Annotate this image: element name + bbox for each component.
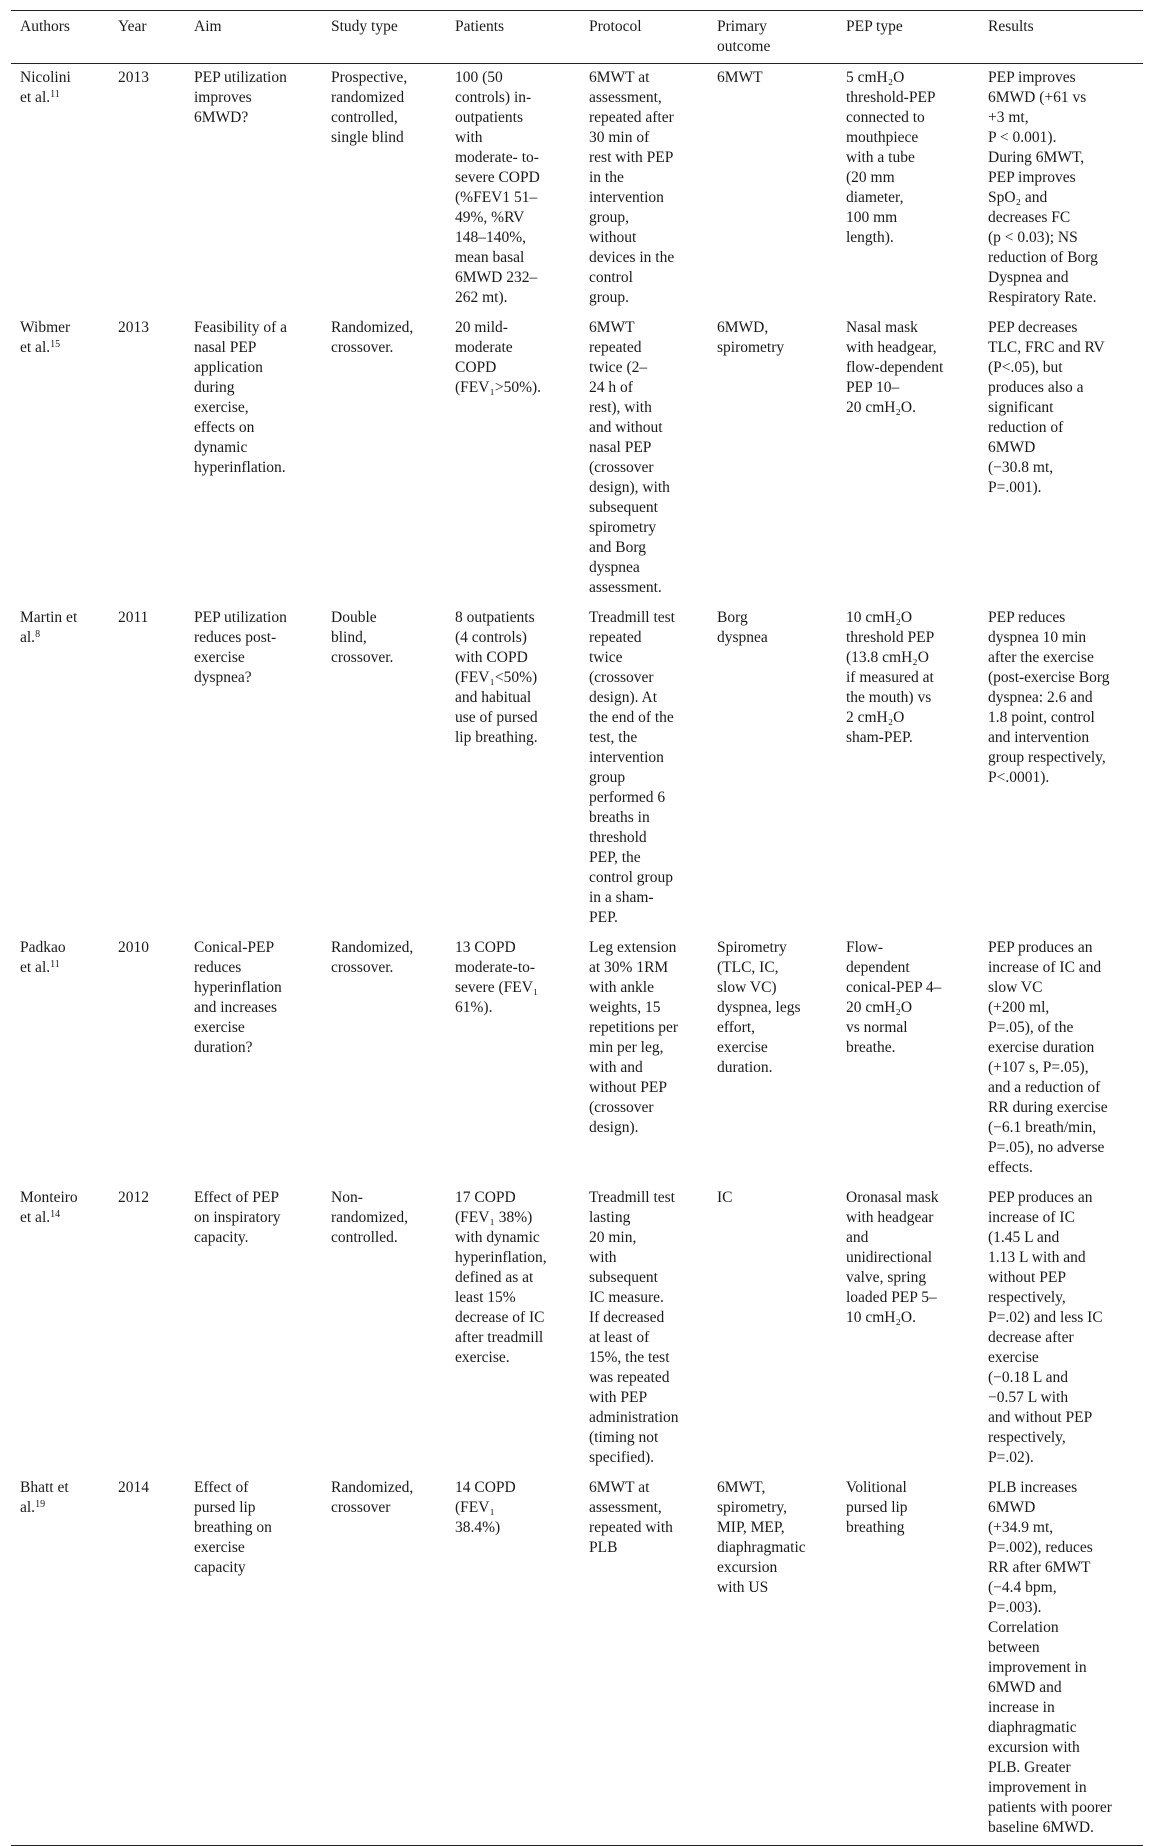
table-row xyxy=(11,1185,1143,1475)
cell-authors xyxy=(11,935,109,1185)
cell-aim: Effect of PEP on inspiratory capacity. xyxy=(194,1189,281,1246)
authors-text: Wibmer et al. xyxy=(20,319,71,356)
table-row xyxy=(11,64,1143,316)
cell-patients: 8 outpatients (4 controls) with COPD (FEV₁<50%) and habitual use of pursed lip breathing. xyxy=(455,609,538,746)
cell-patients: 13 COPD moderate-to- severe (FEV₁ 61%). xyxy=(455,939,539,1016)
cell-primary-outcome: 6MWT, spirometry, MIP, MEP, diaphragmatic excursion with US xyxy=(717,1479,806,1596)
authors-text: Nicolini et al. xyxy=(20,69,71,106)
table-row xyxy=(11,605,1143,935)
cell-authors xyxy=(11,1185,109,1475)
cell-results: PLB increases 6MWD (+34.9 mt, P=.002), reduces RR after 6MWT (−4.4 bpm, P=.003). Correlation between improvement in 6MWD and increase in diaphragmatic excursion with PLB. Greater improvement in patients with poorer baseline 6MWD. xyxy=(988,1479,1112,1836)
reference-number: 14 xyxy=(50,1209,61,1220)
cell-protocol: 6MWT at assessment, repeated after 30 min of rest with PEP in the intervention group, without devices in the control group. xyxy=(589,69,675,306)
cell-protocol: Leg extension at 30% 1RM with ankle weights, 15 repetitions per min per leg, with and without PEP (crossover design). xyxy=(589,939,679,1136)
cell-primary-outcome: Borg dyspnea xyxy=(717,609,768,646)
studies-table xyxy=(11,10,1143,1846)
cell-year: 2012 xyxy=(118,1189,149,1206)
header-row xyxy=(11,11,1143,64)
cell-results: PEP produces an increase of IC and slow VC (+200 ml, P=.05), of the exercise duration (+107 s, P=.05), and a reduction of RR during exercise (−6.1 breath/min, P=.05), no adverse effects. xyxy=(988,939,1108,1176)
cell-aim: Effect of pursed lip breathing on exercise capacity xyxy=(194,1479,272,1576)
cell-year: 2014 xyxy=(118,1479,149,1496)
cell-primary-outcome: Spirometry (TLC, IC, slow VC) dyspnea, legs effort, exercise duration. xyxy=(717,939,801,1076)
cell-protocol: Treadmill test repeated twice (crossover design). At the end of the test, the intervention group performed 6 breaths in threshold PEP, the control group in a sham- PEP. xyxy=(589,609,675,926)
authors-text: Bhatt et al. xyxy=(20,1479,69,1516)
cell-study-type: Randomized, crossover xyxy=(331,1479,414,1516)
cell-pep-type: 10 cmH₂O threshold PEP (13.8 cmH₂O if measured at the mouth) vs 2 cmH₂O sham-PEP. xyxy=(846,609,935,746)
header-primary-outcome: Primary outcome xyxy=(717,18,771,55)
cell-primary-outcome: 6MWT xyxy=(717,69,763,86)
cell-aim: PEP utilization improves 6MWD? xyxy=(194,69,287,126)
cell-study-type: Prospective, randomized controlled, single blind xyxy=(331,69,408,146)
cell-aim: Conical-PEP reduces hyperinflation and increases exercise duration? xyxy=(194,939,282,1056)
cell-patients: 100 (50 controls) in- outpatients with moderate- to- severe COPD (%FEV1 51– 49%, %RV 148–140%, mean basal 6MWD 232– 262 mt). xyxy=(455,69,540,306)
cell-patients: 17 COPD (FEV₁ 38%) with dynamic hyperinflation, defined as at least 15% decrease of IC after treadmill exercise. xyxy=(455,1189,547,1366)
cell-pep-type: Flow- dependent conical-PEP 4– 20 cmH₂O vs normal breathe. xyxy=(846,939,942,1056)
cell-authors xyxy=(11,1475,109,1846)
cell-patients: 14 COPD (FEV₁ 38.4%) xyxy=(455,1479,516,1536)
header-aim: Aim xyxy=(194,18,222,35)
header-pep-type: PEP type xyxy=(846,18,903,35)
header-patients: Patients xyxy=(455,18,505,35)
header-protocol: Protocol xyxy=(589,18,642,35)
reference-number: 8 xyxy=(35,629,41,640)
cell-patients: 20 mild- moderate COPD (FEV₁>50%). xyxy=(455,319,542,396)
header-authors: Authors xyxy=(20,18,70,35)
cell-pep-type: Volitional pursed lip breathing xyxy=(846,1479,908,1536)
cell-year: 2013 xyxy=(118,319,149,336)
cell-study-type: Non- randomized, controlled. xyxy=(331,1189,409,1246)
authors-text: Martin et al. xyxy=(20,609,78,646)
cell-year: 2011 xyxy=(118,609,149,626)
cell-protocol: 6MWT at assessment, repeated with PLB xyxy=(589,1479,673,1556)
cell-aim: Feasibility of a nasal PEP application during exercise, effects on dynamic hyperinflation. xyxy=(194,319,287,476)
header-year: Year xyxy=(118,18,147,35)
table-row xyxy=(11,935,1143,1185)
cell-authors xyxy=(11,315,109,605)
reference-number: 15 xyxy=(50,339,61,350)
cell-pep-type: Oronasal mask with headgear and unidirectional valve, spring loaded PEP 5– 10 cmH₂O. xyxy=(846,1189,939,1326)
reference-number: 19 xyxy=(35,1499,46,1510)
cell-authors xyxy=(11,605,109,935)
cell-primary-outcome: 6MWD, spirometry xyxy=(717,319,785,356)
cell-results: PEP produces an increase of IC (1.45 L and 1.13 L with and without PEP respectively, P=.02) and less IC decrease after exercise (−0.18 L and −0.57 L with and without PEP respectively, P=.02). xyxy=(988,1189,1103,1466)
header-study-type: Study type xyxy=(331,18,398,35)
cell-results: PEP reduces dyspnea 10 min after the exercise (post-exercise Borg dyspnea: 2.6 and 1.8 point, control and intervention group respectively, P<.0001). xyxy=(988,609,1110,786)
header-results: Results xyxy=(988,18,1034,35)
cell-study-type: Double blind, crossover. xyxy=(331,609,394,666)
reference-number: 11 xyxy=(50,959,60,970)
reference-number: 11 xyxy=(50,89,60,100)
cell-results: PEP decreases TLC, FRC and RV (P<.05), but produces also a significant reduction of 6MWD (−30.8 mt, P=.001). xyxy=(988,319,1105,496)
table-row xyxy=(11,1475,1143,1846)
cell-aim: PEP utilization reduces post- exercise dyspnea? xyxy=(194,609,287,686)
cell-study-type: Randomized, crossover. xyxy=(331,939,414,976)
cell-pep-type: Nasal mask with headgear, flow-dependent PEP 10– 20 cmH₂O. xyxy=(846,319,944,416)
cell-results: PEP improves 6MWD (+61 vs +3 mt, P < 0.001). During 6MWT, PEP improves SpO₂ and decreases FC (p < 0.03); NS reduction of Borg Dyspnea and Respiratory Rate. xyxy=(988,69,1098,306)
cell-year: 2013 xyxy=(118,69,149,86)
authors-text: Padkao et al. xyxy=(20,939,66,976)
cell-pep-type: 5 cmH₂O threshold-PEP connected to mouthpiece with a tube (20 mm diameter, 100 mm length). xyxy=(846,69,936,246)
cell-protocol: 6MWT repeated twice (2– 24 h of rest), with and without nasal PEP (crossover design), with subsequent spirometry and Borg dyspnea assessment. xyxy=(589,319,670,596)
cell-year: 2010 xyxy=(118,939,149,956)
table-row xyxy=(11,315,1143,605)
cell-study-type: Randomized, crossover. xyxy=(331,319,414,356)
cell-authors xyxy=(11,64,109,316)
cell-primary-outcome: IC xyxy=(717,1189,733,1206)
authors-text: Monteiro et al. xyxy=(20,1189,78,1226)
cell-protocol: Treadmill test lasting 20 min, with subsequent IC measure. If decreased at least of 15%, the test was repeated with PEP administration (timing not specified). xyxy=(589,1189,679,1466)
